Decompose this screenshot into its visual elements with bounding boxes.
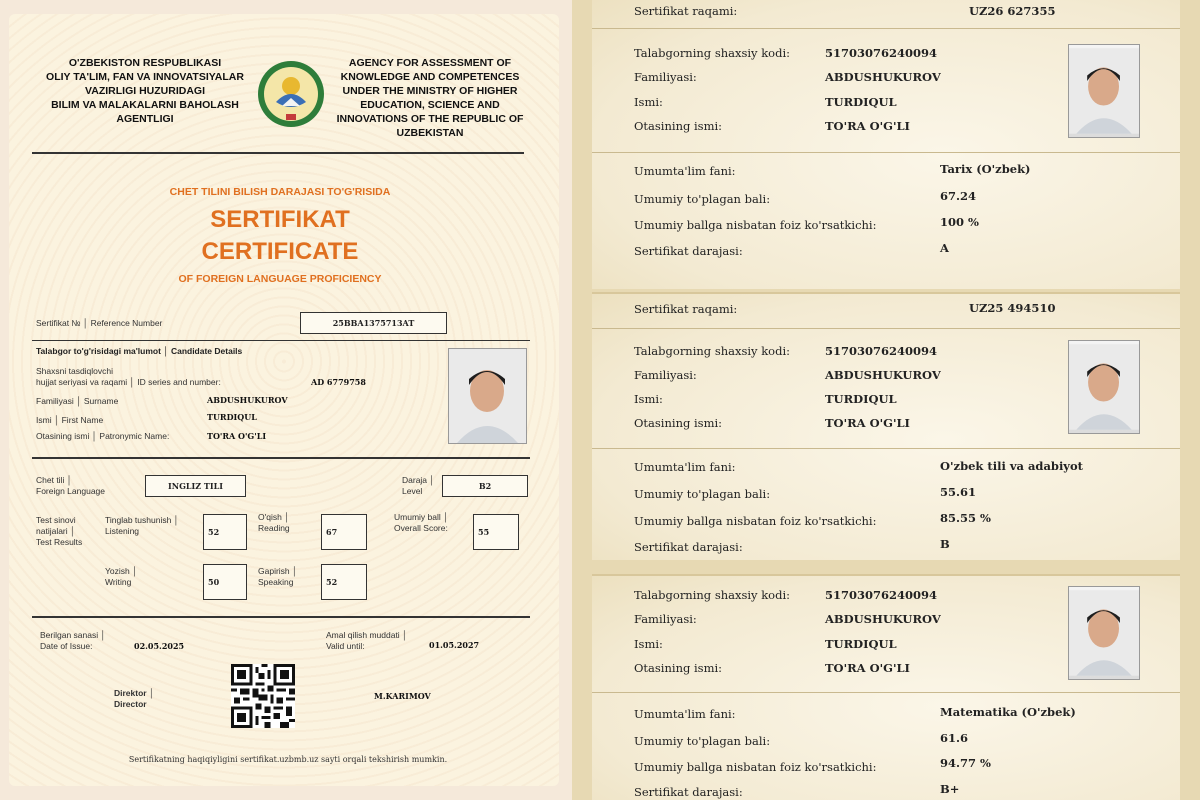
results-label [36, 515, 82, 548]
grade-label: Sertifikat darajasi: [634, 785, 743, 799]
name-label: Ismi: [634, 637, 663, 651]
divider [592, 328, 1180, 329]
speaking-label [258, 566, 297, 588]
writing-label-line: Yozish │ [105, 566, 138, 576]
overall-label-line: Umumiy ball │ [394, 512, 449, 522]
score-label: Umumiy to'plagan bali: [634, 734, 771, 748]
speaking-score: 52 [321, 564, 367, 600]
grade-label: Sertifikat darajasi: [634, 540, 743, 554]
director-label [114, 688, 154, 710]
patronymic-value: TO'RA O'G'LI [825, 416, 910, 430]
divider [32, 340, 530, 341]
grade-label: Sertifikat darajasi: [634, 244, 743, 258]
header-right-line: EDUCATION, SCIENCE AND [360, 99, 500, 111]
results-label-line: Test sinovi [36, 515, 76, 525]
header-right [330, 56, 530, 140]
overall-score: 55 [473, 514, 519, 550]
director-label-line: Direktor │ [114, 688, 155, 698]
header-left-line: AGENTLIGI [116, 113, 174, 125]
reference-number: 25BBA1375713AT [300, 312, 447, 334]
header-right-line: UNDER THE MINISTRY OF HIGHER [342, 85, 518, 97]
reading-label-line: O'qish │ [258, 512, 290, 522]
level-label [402, 475, 435, 497]
patronymic-label: Otasining ismi: [634, 661, 723, 675]
name-value: TURDIQUL [825, 637, 897, 651]
personal-code-label: Talabgorning shaxsiy kodi: [634, 344, 791, 358]
id-value: AD 6779758 [311, 377, 366, 387]
cert-no-label: Sertifikat raqami: [634, 4, 738, 18]
speaking-label-line: Gapirish │ [258, 566, 298, 576]
issue-date: 02.05.2025 [134, 641, 185, 651]
portrait-photo [448, 348, 527, 444]
subject-value: O'zbek tili va adabiyot [940, 459, 1083, 473]
name-label: Ismi │ First Name [36, 415, 104, 425]
divider [592, 292, 1180, 294]
score-value: 55.61 [940, 485, 977, 499]
valid-date: 01.05.2027 [429, 640, 480, 650]
personal-code-label: Talabgorning shaxsiy kodi: [634, 588, 791, 602]
valid-label [326, 630, 407, 652]
listening-label-line: Tinglab tushunish │ [105, 515, 179, 525]
cert-no-label: Sertifikat raqami: [634, 302, 738, 316]
divider [592, 692, 1180, 693]
level-label-line: Level [402, 486, 423, 496]
certificate-document [0, 0, 572, 800]
subject-value: Tarix (O'zbek) [940, 162, 1031, 176]
name-value: TURDIQUL [825, 95, 897, 109]
reading-score: 67 [321, 514, 367, 550]
divider [32, 616, 530, 618]
header-right-line: AGENCY FOR ASSESSMENT OF [348, 57, 512, 69]
patronymic-value: TO'RA O'G'LI [825, 119, 910, 133]
name-value: TURDIQUL [207, 412, 257, 422]
score-value: 61.6 [940, 731, 969, 745]
divider [592, 448, 1180, 449]
header-right-line: INNOVATIONS OF THE REPUBLIC OF [336, 113, 524, 125]
results-label-line: Test Results [36, 537, 83, 547]
patronymic-label: Otasining ismi │ Patronymic Name: [36, 431, 170, 441]
name-label: Ismi: [634, 95, 663, 109]
surname-label: Familiyasi │ Surname [36, 396, 119, 406]
percent-label: Umumiy ballga nisbatan foiz ko'rsatkichi: [634, 514, 877, 528]
portrait-photo [1068, 340, 1140, 434]
listening-label-line: Listening [105, 526, 140, 536]
cert-no-value: UZ26 627355 [969, 4, 1056, 18]
speaking-label-line: Speaking [258, 577, 294, 587]
listening-label [105, 515, 179, 537]
subject-value: Matematika (O'zbek) [940, 705, 1076, 719]
director-label-line: Director [114, 699, 147, 709]
results-records [572, 0, 1200, 800]
director-name: M.KARIMOV [374, 691, 431, 701]
title-uz: SERTIFIKAT [210, 206, 350, 233]
language-value: INGLIZ TILI [145, 475, 246, 497]
reading-label [258, 512, 290, 534]
header-left-line: O'ZBEKISTON RESPUBLIKASI [68, 57, 222, 69]
patronymic-label: Otasining ismi: [634, 416, 723, 430]
score-label: Umumiy to'plagan bali: [634, 487, 771, 501]
patronymic-value: TO'RA O'G'LI [207, 431, 267, 441]
id-label-line: hujjat seriyasi va raqami │ ID series and number: [36, 377, 221, 387]
reference-label: Sertifikat № │ Reference Number [36, 318, 163, 328]
results-label-line: natijalari │ [36, 526, 76, 536]
percent-value: 85.55 % [940, 511, 991, 525]
score-value: 67.24 [940, 189, 977, 203]
cert-no-value: UZ25 494510 [969, 301, 1056, 315]
result-record [592, 292, 1180, 560]
divider [32, 152, 524, 154]
issue-label-line: Date of Issue: [40, 641, 93, 651]
patronymic-label: Otasining ismi: [634, 119, 723, 133]
language-label [36, 475, 105, 497]
divider [592, 152, 1180, 153]
valid-label-line: Valid until: [326, 641, 365, 651]
listening-score: 52 [203, 514, 247, 550]
grade-value: A [940, 241, 949, 255]
name-label: Ismi: [634, 392, 663, 406]
verification-footer: Sertifikatning haqiqiyligini sertifikat.uzbmb.uz sayti orqali tekshirish mumkin. [128, 755, 448, 764]
name-value: TURDIQUL [825, 392, 897, 406]
surname-value: ABDUSHUKUROV [825, 612, 941, 626]
overall-label-line: Overall Score: [394, 523, 448, 533]
writing-score: 50 [203, 564, 247, 600]
personal-code-value: 51703076240094 [825, 344, 938, 358]
reading-label-line: Reading [258, 523, 290, 533]
writing-label [105, 566, 137, 588]
title-en: CERTIFICATE [201, 238, 359, 265]
portrait-photo [1068, 44, 1140, 138]
qr-code-icon [231, 664, 295, 728]
divider [32, 457, 530, 459]
subject-label: Umumta'lim fani: [634, 460, 736, 474]
percent-value: 100 % [940, 215, 979, 229]
surname-value: ABDUSHUKUROV [825, 70, 941, 84]
percent-value: 94.77 % [940, 756, 991, 770]
surname-value: ABDUSHUKUROV [207, 395, 288, 405]
header-left-line: OLIY TA'LIM, FAN VA INNOVATSIYALAR [46, 71, 244, 83]
surname-label: Familiyasi: [634, 612, 697, 626]
overall-label [394, 512, 448, 534]
personal-code-value: 51703076240094 [825, 46, 938, 60]
score-label: Umumiy to'plagan bali: [634, 192, 771, 206]
header-left-line: BILIM VA MALAKALARNI BAHOLASH [51, 99, 239, 111]
issue-label-line: Berilgan sanasi │ [40, 630, 106, 640]
percent-label: Umumiy ballga nisbatan foiz ko'rsatkichi: [634, 218, 877, 232]
header-left-line: VAZIRLIGI HUZURIDAGI [85, 85, 205, 97]
result-record [592, 574, 1180, 800]
divider [592, 574, 1180, 576]
result-record [592, 0, 1180, 289]
id-label [36, 366, 221, 388]
emblem-icon [256, 56, 326, 132]
subject-label: Umumta'lim fani: [634, 164, 736, 178]
divider [592, 28, 1180, 29]
surname-label: Familiyasi: [634, 368, 697, 382]
grade-value: B [940, 537, 950, 551]
surname-value: ABDUSHUKUROV [825, 368, 941, 382]
valid-label-line: Amal qilish muddati │ [326, 630, 408, 640]
level-value: B2 [442, 475, 528, 497]
header-right-line: KNOWLEDGE AND COMPETENCES [340, 71, 520, 83]
writing-label-line: Writing [105, 577, 132, 587]
issue-label [40, 630, 106, 652]
header-right-line: UZBEKISTAN [396, 127, 464, 139]
language-label-line: Foreign Language [36, 486, 106, 496]
patronymic-value: TO'RA O'G'LI [825, 661, 910, 675]
portrait-photo [1068, 586, 1140, 680]
personal-code-value: 51703076240094 [825, 588, 938, 602]
id-label-line: Shaxsni tasdiqlovchi [36, 366, 114, 376]
surname-label: Familiyasi: [634, 70, 697, 84]
candidate-heading: Talabgor to'g'risidagi ma'lumot │ Candidate Details [36, 346, 243, 356]
subject-label: Umumta'lim fani: [634, 707, 736, 721]
subtitle-bottom: OF FOREIGN LANGUAGE PROFICIENCY [178, 273, 382, 285]
personal-code-label: Talabgorning shaxsiy kodi: [634, 46, 791, 60]
language-label-line: Chet tili │ [36, 475, 73, 485]
subtitle-top: CHET TILINI BILISH DARAJASI TO'G'RISIDA [169, 186, 391, 198]
level-label-line: Daraja │ [402, 475, 435, 485]
grade-value: B+ [940, 782, 960, 796]
header-left [40, 56, 250, 126]
percent-label: Umumiy ballga nisbatan foiz ko'rsatkichi: [634, 760, 877, 774]
